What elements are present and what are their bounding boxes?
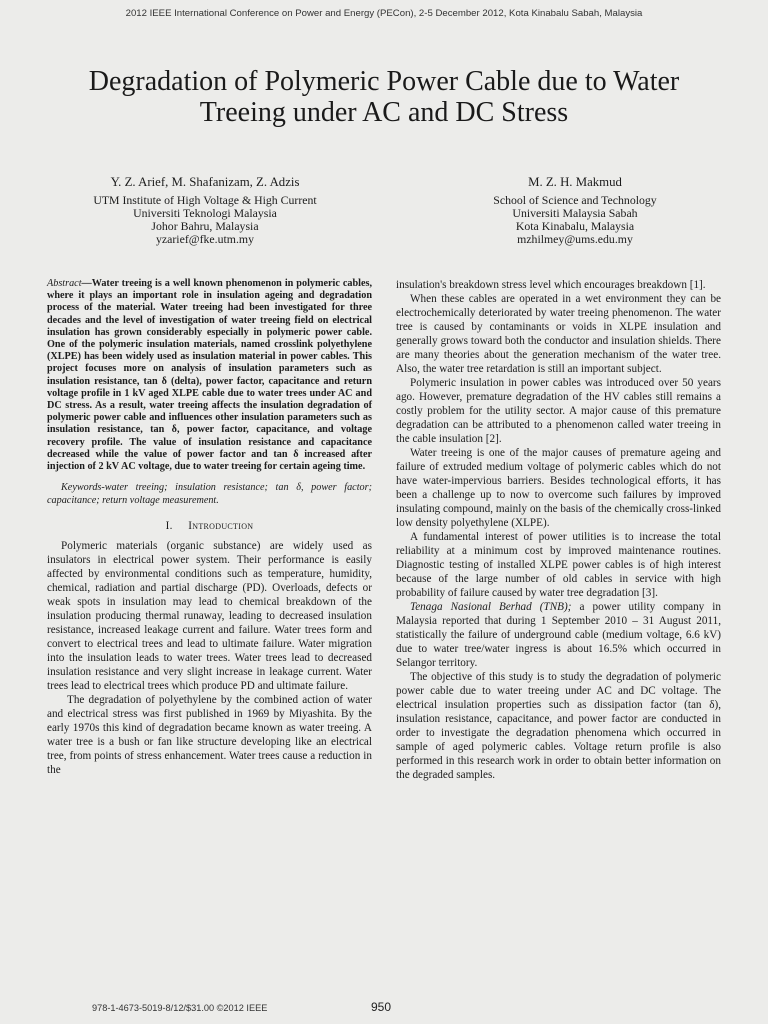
company-name: Tenaga Nasional Berhad (TNB); <box>410 601 572 613</box>
author-email: mzhilmey@ums.edu.my <box>517 232 633 246</box>
body-paragraph: The degradation of polyethylene by the combined action of water and electrical stress was first published in 1969 by Miyashita. By the early 1970s this kind of degradation became known as water treeing. A water tree is a bush or fan like structure developing like an electrical tree, from points of stress enhancement. Water trees cause a reduction in the <box>47 694 372 777</box>
section-heading <box>47 519 372 533</box>
abstract-text: —Water treeing is a well known phenomenon in polymeric cables, where it plays an important role in insulation ageing and degradation process of the material. Water treeing had been investigated for three decades and the level of investigation of water treeing field on electrical insulation has grown considerably especially in polymeric power cable. One of the polymeric insulation materials, named crosslink polyethylene (XLPE) has been widely used as insulation material in power cables. This project focuses more on analysis of insulation parameters such as insulation resistance, tan δ (delta), power factor, capacitance and return voltage profile in 1 kV aged XLPE cable due to water trees under AC and DC stress. As a result, water treeing affects the insulation degradation of polymeric power cable and influences other insulation parameters such as insulation resistance, tan δ, power factor, capacitance, and voltage recovery profile. The value of insulation resistance and capacitance decreased while the value of power factor and tan δ increased after injection of 2 kV AC voltage, due to water treeing for certain ageing time. <box>47 278 372 473</box>
body-paragraph: A fundamental interest of power utilities is to increase the total reliability at a minimum cost by improved maintenance routines. Diagnostic testing of installed XLPE power cables is of high interest because of the large number of old cables in service with high probability of failure caused by water tree degradation [3]. <box>396 531 721 599</box>
author-block-right <box>420 176 730 246</box>
title-line-1: Degradation of Polymeric Power Cable due to Water <box>88 66 680 97</box>
page-number: 950 <box>371 1000 392 1014</box>
author-email: yzarief@fke.utm.my <box>156 232 254 246</box>
abstract-label: Abstract <box>47 278 82 289</box>
paper-title <box>30 66 738 128</box>
body-paragraph: The objective of this study is to study the degradation of polymeric power cable due to water treeing under AC and DC voltage. The electrical insulation properties such as dissipation factor (tan δ), insulation resistance, capacitance, and power factor are conducted in order to investigate the degradation phenomena which occurred in sample of aged polymeric cables. Voltage return profile is also performed in this research work in order to obtain better information on the degraded samples. <box>396 671 721 781</box>
body-paragraph: insulation's breakdown stress level which encourages breakdown [1]. <box>396 279 706 291</box>
body-paragraph: Polymeric materials (organic substance) are widely used as insulators in electrical power system. Their performance is easily affected by environmental conditions such as temperature, humidity, chemical, radiation and partial discharge (PD). Overloads, defects or weak spots in insulation may lead to chemical breakdown of the insulation producing thermal runaway, leading to decreased insulation resistance, increased leakage current and failure. Water trees form and convert to electrical trees and lead to ultimate failure. Water migration into the insulation leads to water trees. Water trees lead to decreased insulation resistance and very slight increase in leakage current. Water trees lead to electrical trees which produce PD and ultimate failure. <box>47 540 372 693</box>
body-paragraph: When these cables are operated in a wet environment they can be electrochemically deteriorated by water treeing phenomenon. The water tree is caused by contaminants or voids in XLPE insulation and generally grows toward both the conductor and insulation shields. There are many theories about the generation mechanism of the water tree. Also, the water tree retardation is still an important subject. <box>396 293 721 375</box>
left-column <box>47 278 372 777</box>
author-affiliation: Kota Kinabalu, Malaysia <box>515 219 635 233</box>
conference-header: 2012 IEEE International Conference on Power and Energy (PECon), 2-5 December 2012, Kota Kinabalu Sabah, Malaysia <box>125 8 643 19</box>
paragraph-text: a power utility company in Malaysia reported that during 1 September 2010 – 31 August 2011, statistically the failure of underground cable (medium voltage, 6.6 kV) due to water tree/water ingress is about 16.5% which occurred in Selangor territory. <box>396 601 721 669</box>
author-affiliation: UTM Institute of High Voltage & High Current <box>93 193 317 207</box>
copyright-footer: 978-1-4673-5019-8/12/$31.00 ©2012 IEEE <box>92 1003 268 1013</box>
abstract <box>47 278 372 473</box>
right-column <box>396 278 721 782</box>
body-paragraph <box>396 600 721 670</box>
author-affiliation: Universiti Teknologi Malaysia <box>133 206 277 220</box>
section-title: Introduction <box>188 520 254 533</box>
author-affiliation: Universiti Malaysia Sabah <box>512 206 638 220</box>
author-names: M. Z. H. Makmud <box>528 175 622 189</box>
author-names: Y. Z. Arief, M. Shafanizam, Z. Adzis <box>110 175 300 189</box>
author-affiliation: School of Science and Technology <box>493 193 657 207</box>
keywords: Keywords-water treeing; insulation resistance; tan δ, power factor; capacitance; return voltage measurement. <box>47 482 372 506</box>
body-paragraph: Polymeric insulation in power cables was introduced over 50 years ago. However, premature degradation of the HV cables still remains a costly problem for the utility sector. A major cause of this premature degradation can be attributed to a phenomenon called water treeing in the cable insulation [2]. <box>396 377 721 445</box>
section-number: I. <box>165 520 173 533</box>
title-line-2: Treeing under AC and DC Stress <box>199 97 569 128</box>
body-paragraph: Water treeing is one of the major causes of premature ageing and failure of extruded medium voltage of polymeric cables which do not have water-impervious barriers. Besides technological efforts, it has been a challenge up to now to overcome such failures by improved insulating compound, mainly on the basis of the chemically cross-linked low density polyethylene (XLPE). <box>396 447 721 529</box>
author-affiliation: Johor Bahru, Malaysia <box>151 219 259 233</box>
author-block-left <box>60 176 350 246</box>
